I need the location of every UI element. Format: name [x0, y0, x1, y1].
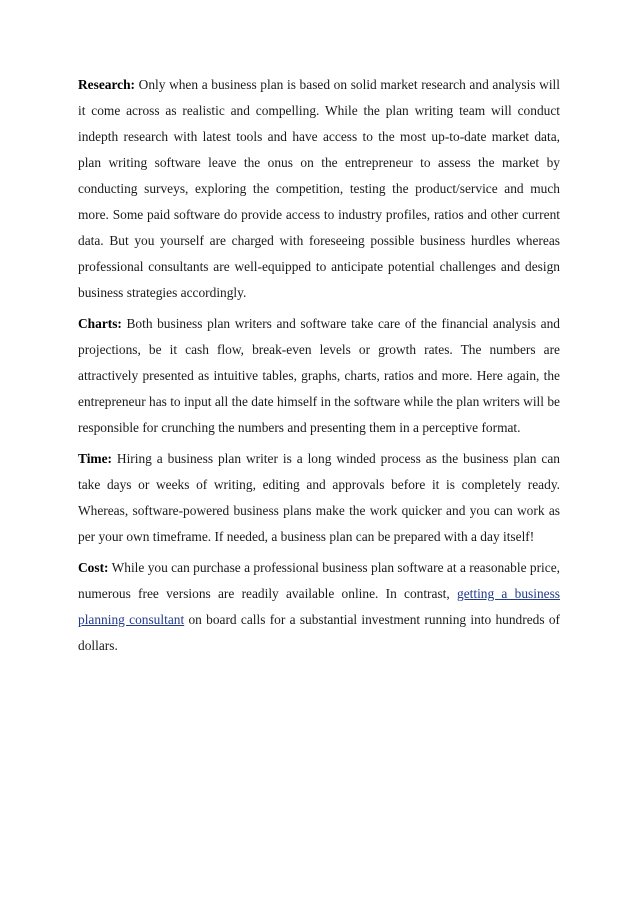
paragraph-text: Hiring a business plan writer is a long winded process as the business plan can take days or weeks of writing, editing and approvals before it is completely ready. Whereas, software-powered business plans make the work quicker and you can work as per your own timeframe. If needed, a business plan can be prepared with a day itself! — [78, 451, 560, 544]
paragraph-cost — [78, 555, 560, 659]
paragraph-time — [78, 446, 560, 550]
document-body — [78, 72, 560, 664]
paragraph-research — [78, 72, 560, 306]
paragraph-charts — [78, 311, 560, 441]
paragraph-heading: Cost: — [78, 560, 109, 575]
paragraph-text: Both business plan writers and software take care of the financial analysis and projections, be it cash flow, break-even levels or growth rates. The numbers are attractively presented as intuitive tables, graphs, charts, ratios and more. Here again, the entrepreneur has to input all the date himself in the software while the plan writers will be responsible for crunching the numbers and presenting them in a perceptive format. — [78, 316, 560, 435]
paragraph-text: Only when a business plan is based on solid market research and analysis will it come across as realistic and compelling. While the plan writing team will conduct indepth research with latest tools and have access to the most up-to-date market data, plan writing software leave the onus on the entrepreneur to assess the market by conducting surveys, exploring the competition, testing the product/service and much more. Some paid software do provide access to industry profiles, ratios and other current data. But you yourself are charged with foreseeing possible business hurdles whereas professional consultants are well-equipped to anticipate potential challenges and design business strategies accordingly. — [78, 77, 560, 300]
paragraph-heading: Research: — [78, 77, 136, 92]
consultant-link[interactable]: getting a business planning consultant — [78, 586, 561, 627]
paragraph-heading: Charts: — [78, 316, 122, 331]
paragraph-text-before-link: While you can purchase a professional business plan software at a reasonable price, numerous free versions are readily available online. In contrast, — [78, 560, 560, 601]
paragraph-text-after-link: on board calls for a substantial investment running into hundreds of dollars. — [78, 612, 560, 653]
paragraph-heading: Time: — [78, 451, 112, 466]
